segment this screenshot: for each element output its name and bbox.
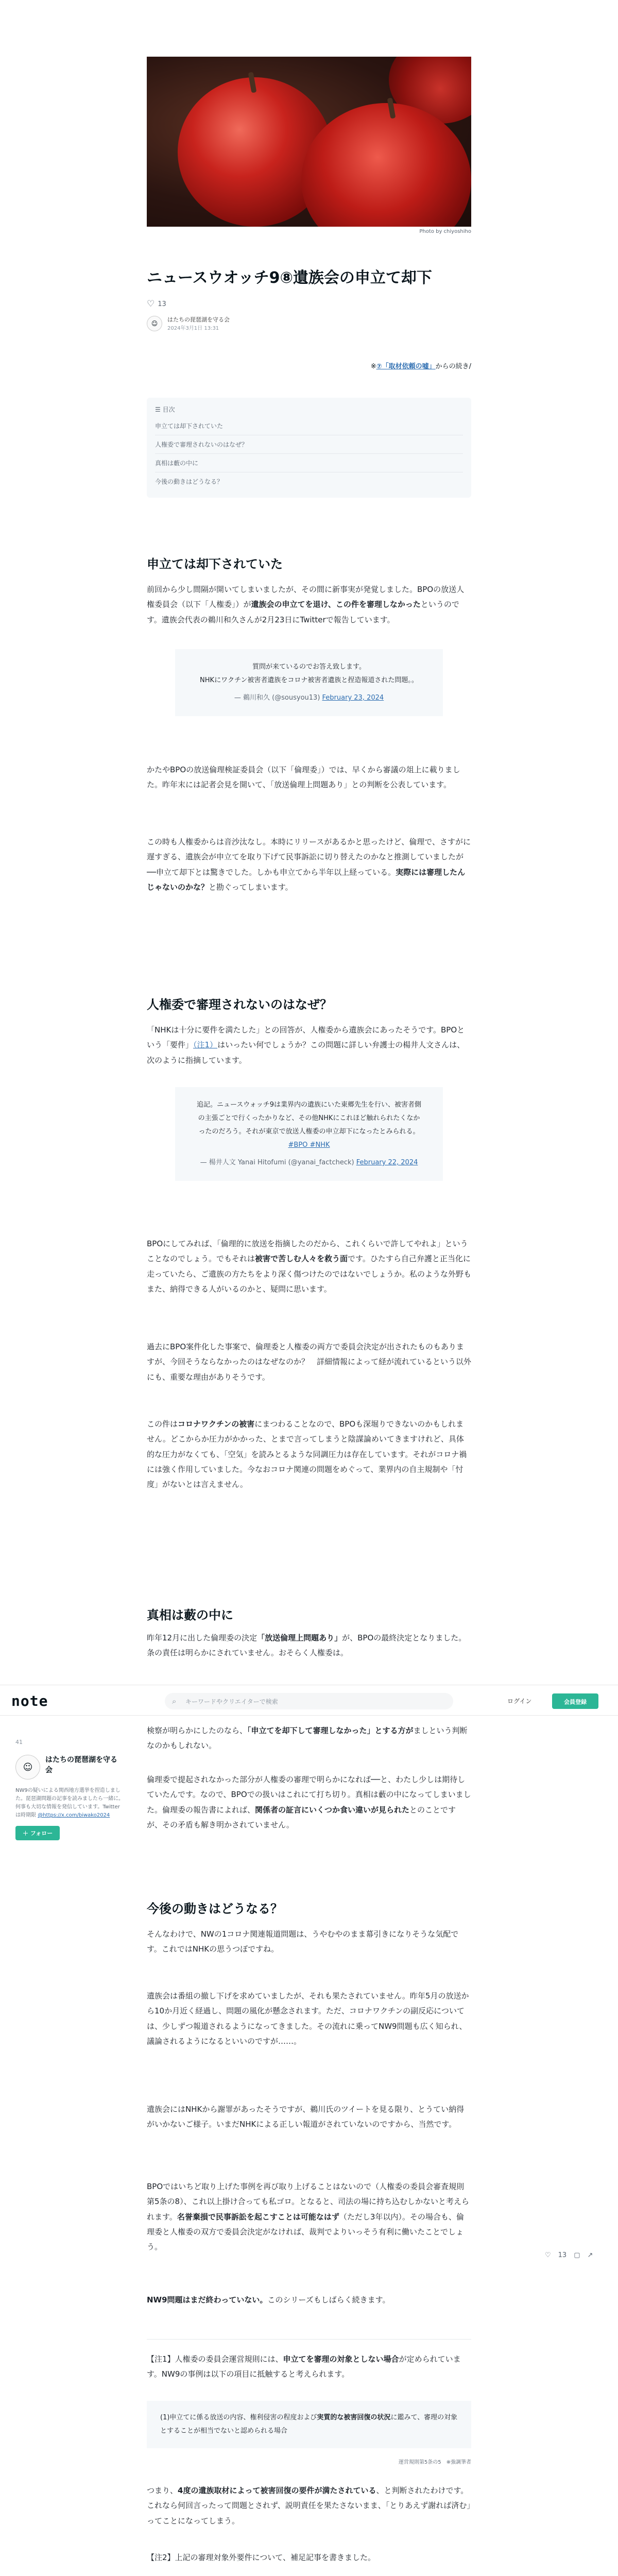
prev-prefix: ※: [370, 363, 376, 370]
toc-item[interactable]: 真相は藪の中に: [155, 454, 463, 472]
embedded-tweet[interactable]: [175, 649, 443, 716]
heart-icon[interactable]: ♡: [545, 2251, 551, 2259]
paragraph: 過去にBPO案件化した事案で、倫理委と人権委の両方で委員会決定が出されたものもありますが、今回そうならなかったのはなぜなのか？ 詳細情報によって経が流れているという以外にも、重要な理由がありそうです。: [147, 1342, 472, 1382]
like-counter[interactable]: [147, 299, 471, 309]
site-logo[interactable]: note: [11, 1692, 48, 1709]
avatar[interactable]: ☺: [147, 316, 162, 331]
embedded-tweet[interactable]: [175, 1087, 443, 1181]
tweet-author: — 楊井人文 Yanai Hitofumi (@yanai_factcheck) February 22, 2024: [200, 1159, 418, 1166]
comment-icon[interactable]: ▢: [574, 2251, 580, 2259]
sequence-number: 41: [15, 1739, 23, 1745]
tweet-text: 追記。ニュースウォッチ9は業界内の遺族にいた東郷先生を行い、被害者側の主張ごとで行くったかりなど、その他NHKにこれほど触れられたくなかったのだろう。それが東京で放送人権委の申立却下になったとみられる。 #BPO #NHK: [196, 1101, 422, 1149]
toc-item[interactable]: 申立ては却下されていた: [155, 417, 463, 435]
previous-article-note: [147, 361, 471, 370]
toc-heading[interactable]: ☰ 目次: [155, 406, 175, 413]
person-add-icon: ＋: [23, 1830, 28, 1837]
section-heading: 真相は藪の中に: [147, 1608, 233, 1622]
paragraph: 倫理委で提起されなかった部分が人権委の審理で明らかになれば──と、わたし少しは期待していたんです。なので、BPOでの扱いはこれにて打ち切り。真相は藪の中になってしまいました。倫理委の報告書によれば、関係者の証言にいくつか食い違いが見られたとのことですが、その矛盾も解き明かされていません。: [147, 1775, 471, 1829]
paragraph: 検察が明らかにしたのなら、「申立てを却下して審理しなかった」とする方がましという判断なのかもしれない。: [147, 1726, 468, 1751]
paragraph: 遺族会にはNHKから謝罪があったそうですが、鵜川氏のツイートを見る限り、とうてい納得がいかないご様子。いまだNHKによる正しい報道がされていないのですから、当然です。: [147, 2105, 465, 2129]
signup-button[interactable]: 会員登録: [552, 1693, 598, 1709]
section-heading: 今後の動きはどうなる？: [147, 1902, 283, 1916]
search-placeholder: キーワードやクリエイターで検索: [185, 1698, 278, 1705]
creator-name[interactable]: はたちの琵琶湖を守る会: [45, 1756, 117, 1775]
creator-bio: NW9の疑いによる関西地方選挙を捏造しました。琵琶湖問題の記事を読みましたら一緒に。何事も大切な情報を発信しています。Twitterは時期限 @https://x.com/biwako2024: [15, 1788, 124, 1818]
paragraph: つまり、4度の遺族取材によって被害回復の要件が満たされている、と判断されたわけです。これなら何回言ったって問題とされず、説明責任を果たさないまま、「とりあえず謝れば済む」ってことになってしまう。: [147, 2486, 471, 2526]
tweet-date-link[interactable]: February 23, 2024: [322, 694, 384, 702]
login-link[interactable]: ログイン: [507, 1698, 532, 1705]
paragraph: この時も人権委からは音沙汰なし。本時にリリースがあるかと思ったけど、倫理で、さすがに遅すぎる、遺族会が申立てを取り下げて民事訴訟に切り替えたのかなと推測していましたが──申立て却下とは驚きでした。しかも申立てから半年以上経っている。実際には審理したんじゃないのかな？と勘ぐってしまいます。: [147, 837, 471, 892]
like-count: 13: [158, 300, 166, 308]
toc-item[interactable]: 人権委で審理されないのはなぜ？: [155, 435, 463, 454]
prev-suffix: からの続き/: [435, 363, 471, 370]
quote-source: 運営規則第5条の5 ※強調筆者: [398, 2460, 471, 2465]
paragraph: 「NHKは十分に要件を満たした」との回答が、人権委から遺族会にあったそうです。BPOという「要件」（注1）はいったい何でしょうか？この問題に詳しい弁護士の楊井人文さんは、次のように指摘しています。: [147, 1025, 465, 1065]
author-row[interactable]: [147, 315, 471, 331]
share-icon[interactable]: ↗: [587, 2251, 593, 2259]
footnote: 【注1】人権委の委員会運営規則には、申立てを審理の対象としない場合が定められています。NW9の事例は以下の項目に抵触すると考えられます。: [147, 2354, 461, 2379]
paragraph: 昨年12月に出した倫理委の決定「放送倫理上問題あり」が、BPOの最終決定となりました。条の責任は明らかにされていません。おそらく人権委は。: [147, 1633, 467, 1658]
action-bar: [545, 2251, 593, 2259]
bio-link[interactable]: @https://x.com/biwako2024: [38, 1812, 110, 1818]
creator-panel: [15, 1739, 124, 1840]
tweet-text: NHKにワクチン被害者遺族をコロナ被害者遺族と捏造報道された問題。。: [200, 676, 418, 684]
publish-date: 2024年3月1日 13:31: [167, 326, 219, 331]
block-quote: (1)申立てに係る放送の内容、権利侵害の程度および実質的な被害回復の状況に鑑みて、審理の対象とすることが相当でないと認められる場合: [147, 2401, 471, 2448]
tweet-text: 質問が来ているのでお答え致します。: [252, 663, 366, 671]
paragraph: BPOにしてみれば、「倫理的に放送を指摘したのだから、これくらいで許してやれよ」ということなのでしょう。でもそれは被害で苦しむ人々を救う面です。ひたすら自己弁護と正当化に走っていたら、ご遺族の方たちをより深く傷つけたのではないでしょうか。私のような外野もまた、納得できる人がいるのかと、疑問に思います。: [147, 1239, 472, 1294]
search-input[interactable]: [165, 1693, 453, 1709]
paragraph: 遺族会は番組の撤し下げを求めていましたが、それも果たされていません。昨年5月の放送から10か月近く経過し、問題の風化が懸念されます。ただ、コロナワクチンの副反応については、少しずつ報道されるようになってきました。その流れに乗ってNW9問題も広く知られ、議論されるようになるといいのですが……。: [147, 1991, 469, 2046]
table-of-contents: [147, 398, 471, 498]
paragraph: この件はコロナワクチンの被害にまつわることなので、BPOも深堀りできないのかもしれません。どこからか圧力がかかった、とまで言ってしまうと陰謀論めいてきますけれど、具体的な圧力がなくても、「空気」を読みとるような同調圧力は存在しています。それがコロナ禍には強く作用していました。今なおコロナ関連の問題をめぐって、業界内の自主規制や「忖度」がないとは言えません。: [147, 1419, 467, 1489]
heart-icon[interactable]: ♡: [147, 299, 155, 309]
section-heading: 申立ては却下されていた: [147, 557, 283, 571]
tweet-author: — 鵜川和久 (@sousyou13) February 23, 2024: [234, 694, 384, 702]
site-header: [0, 1685, 618, 1716]
toc-item[interactable]: 今後の動きはどうなる？: [155, 478, 224, 485]
photo-credit: Photo by chiyoshiho: [419, 229, 471, 234]
tweet-date-link[interactable]: February 22, 2024: [356, 1159, 418, 1166]
avatar[interactable]: ☺: [15, 1755, 40, 1780]
article-title: ニュースウオッチ9⑧遺族会の申立て却下: [147, 269, 432, 287]
paragraph: 前回から少し間隔が開いてしまいましたが、その間に新事実が発覚しました。BPOの放送人権委員会（以下「人権委」）が遺族会の申立てを退け、この件を審理しなかったというのです。遺族会代表の鵜川和久さんが2月23日にTwitterで報告しています。: [147, 585, 465, 624]
previous-article-link[interactable]: ⑦「取材依頼の嘘」: [376, 363, 436, 370]
paragraph: そんなわけで、NWの1コロナ関連報道問題は、うやむやのまま幕引きになりそうな気配です。これではNHKの思うつぼですね。: [147, 1929, 459, 1954]
author-name[interactable]: はたちの琵琶湖を守る会: [167, 316, 230, 323]
section-heading: 人権委で審理されないのはなぜ？: [147, 997, 332, 1012]
paragraph: NW9問題はまだ終わっていない。このシリーズもしばらく続きます。: [147, 2295, 390, 2304]
paragraph: BPOではいちど取り上げた事例を再び取り上げることはないので（人権委の委員会審査規則第5条の8）、これ以上掛け合っても私ゴロ。となると、司法の場に持ち込むしかないと考えられます。名誉棄損で民事訴訟を起こすことは可能なはず（ただし3年以内）。その場合も、倫理委と人権委の双方で委員会決定がなければ、裁判でよりいっそう有利に働いたことでしょう。: [147, 2182, 469, 2251]
footnote: 【注2】上記の審理対象外要件について、補足記事を書きました。: [147, 2553, 375, 2562]
follow-button[interactable]: ＋ フォロー: [15, 1826, 60, 1840]
like-count: 13: [558, 2251, 567, 2259]
hero-image: [147, 57, 471, 227]
search-icon: ⌕: [172, 1697, 177, 1706]
divider: [147, 2339, 471, 2340]
paragraph: かたやBPOの放送倫理検証委員会（以下「倫理委」）では、早くから審議の俎上に載りました。昨年末には記者会見を開いて、「放送倫理上問題あり」との判断を公表しています。: [147, 765, 460, 790]
hashtag-link[interactable]: #BPO #NHK: [288, 1141, 330, 1149]
